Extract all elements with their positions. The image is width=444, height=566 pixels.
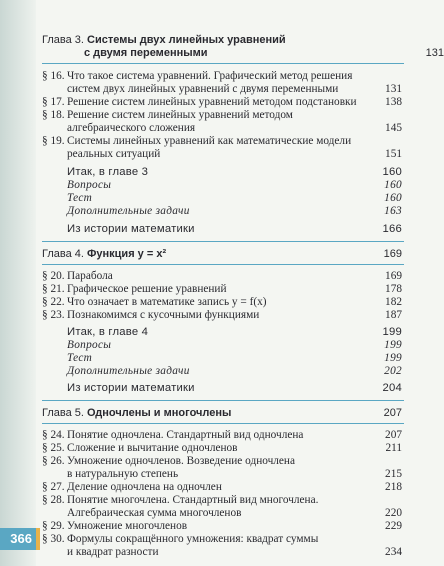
toc-entry[interactable]: § 17. Решение систем линейных уравнений методом подстановки 138 bbox=[42, 96, 402, 108]
toc-entry[interactable]: § 23. Познакомимся с кусочными функциями 187 bbox=[42, 309, 402, 321]
toc-entry[interactable]: § 30. Формулы сокращённого умножения: квадрат суммы bbox=[42, 533, 319, 545]
chapter-5-title[interactable]: Глава 5. Одночлены и многочлены 207 bbox=[42, 407, 402, 419]
chapter-3-prefix: Глава 3. bbox=[42, 34, 84, 46]
divider bbox=[42, 400, 404, 401]
toc-entry[interactable]: § 26. Умножение одночленов. Возведение одночлена bbox=[42, 455, 295, 467]
chapter-5-name: Одночлены и многочлены bbox=[87, 407, 232, 419]
chapter-3-page: 131 bbox=[425, 47, 444, 59]
extra-tasks-entry[interactable]: Дополнительные задачи 163 bbox=[67, 205, 402, 217]
table-of-contents bbox=[42, 34, 444, 558]
chapter-3-title-cont: с двумя переменными 131 bbox=[84, 47, 444, 59]
toc-entry[interactable]: § 25. Сложение и вычитание одночленов 211 bbox=[42, 442, 402, 454]
toc-entry[interactable]: § 20. Парабола 169 bbox=[42, 270, 402, 282]
toc-entry-cont: систем двух линейных уравнений с двумя переменными 131 bbox=[67, 83, 402, 95]
chapter-summary[interactable]: Итак, в главе 4 199 bbox=[67, 326, 402, 338]
page-margin-strip bbox=[0, 0, 36, 566]
extra-tasks-entry[interactable]: Дополнительные задачи 202 bbox=[67, 365, 402, 377]
toc-entry[interactable]: § 24. Понятие одночлена. Стандартный вид одночлена 207 bbox=[42, 429, 402, 441]
divider bbox=[42, 264, 404, 265]
page-number-accent bbox=[36, 528, 40, 550]
toc-entry-cont: в натуральную степень 215 bbox=[67, 468, 402, 480]
toc-entry[interactable]: § 21. Графическое решение уравнений 178 bbox=[42, 283, 402, 295]
questions-entry[interactable]: Вопросы 199 bbox=[67, 339, 402, 351]
toc-entry[interactable]: § 19. Системы линейных уравнений как математические модели bbox=[42, 135, 352, 147]
test-entry[interactable]: Тест 160 bbox=[67, 192, 402, 204]
divider bbox=[42, 423, 404, 424]
toc-entry[interactable]: § 16. Что такое система уравнений. Графический метод решения bbox=[42, 70, 353, 82]
toc-entry-cont: Алгебраическая сумма многочленов 220 bbox=[67, 507, 402, 519]
chapter-4-title[interactable]: Глава 4. Функция y = x² 169 bbox=[42, 248, 402, 260]
history-entry[interactable]: Из истории математики 204 bbox=[67, 382, 402, 394]
toc-entry[interactable]: § 27. Деление одночлена на одночлен 218 bbox=[42, 481, 402, 493]
toc-entry[interactable]: § 22. Что означает в математике запись y = f(x) 182 bbox=[42, 296, 402, 308]
toc-entry-cont: алгебраического сложения 145 bbox=[67, 122, 402, 134]
chapter-summary[interactable]: Итак, в главе 3 160 bbox=[67, 166, 402, 178]
page-number: 366 bbox=[0, 528, 36, 550]
history-entry[interactable]: Из истории математики 166 bbox=[67, 223, 402, 235]
test-entry[interactable]: Тест 199 bbox=[67, 352, 402, 364]
questions-entry[interactable]: Вопросы 160 bbox=[67, 179, 402, 191]
toc-entry[interactable]: § 29. Умножение многочленов 229 bbox=[42, 520, 402, 532]
toc-entry-cont: реальных ситуаций 151 bbox=[67, 148, 402, 160]
chapter-3-title[interactable] bbox=[42, 34, 402, 47]
toc-entry[interactable]: § 18. Решение систем линейных уравнений методом bbox=[42, 109, 293, 121]
chapter-4-name: Функция y = x² bbox=[87, 248, 167, 260]
toc-entry-cont: и квадрат разности 234 bbox=[67, 546, 402, 558]
chapter-3-name: Системы двух линейных уравнений bbox=[87, 34, 286, 46]
divider bbox=[42, 63, 404, 64]
toc-entry[interactable]: § 28. Понятие многочлена. Стандартный вид многочлена. bbox=[42, 494, 319, 506]
divider bbox=[42, 241, 404, 242]
